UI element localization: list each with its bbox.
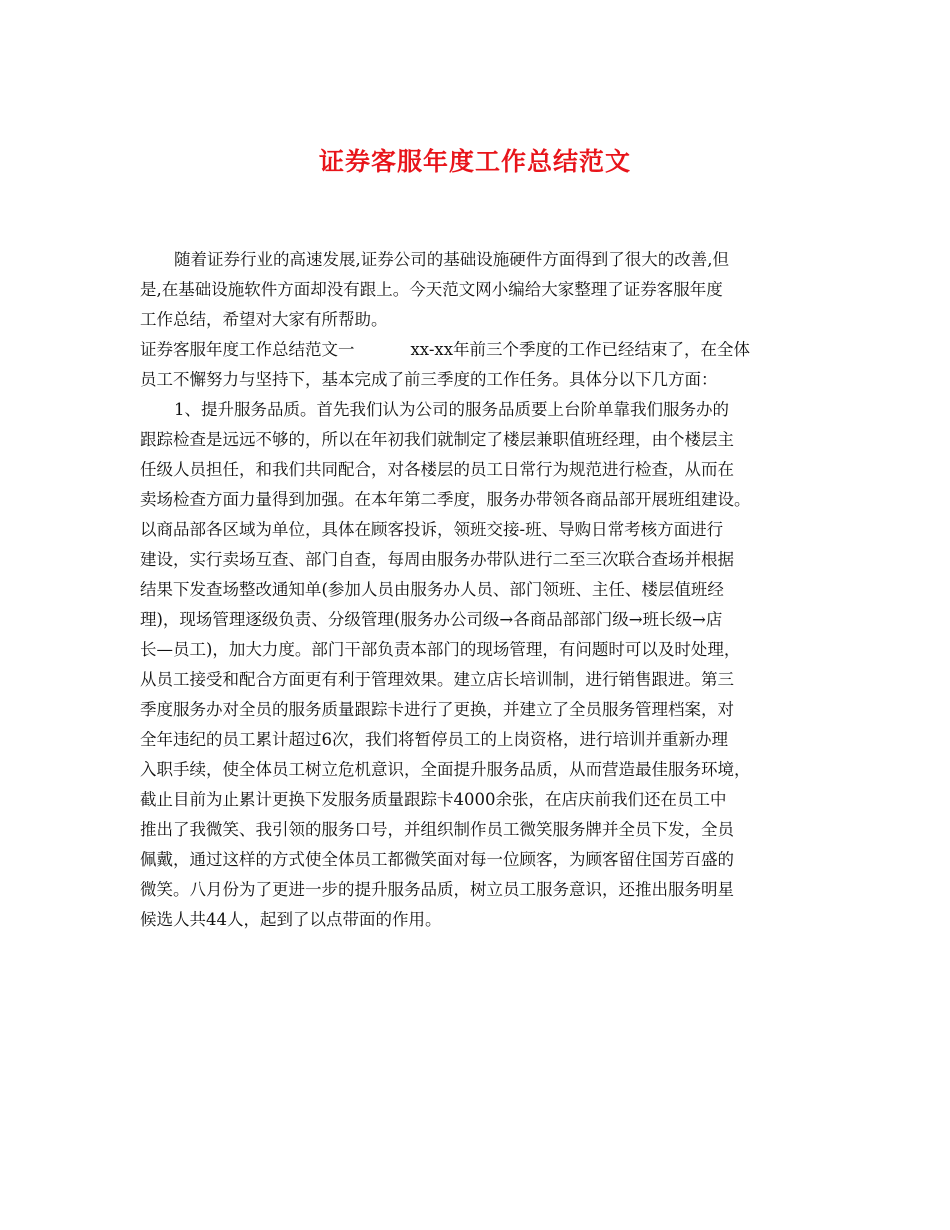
paragraph-line: 截止目前为止累计更换下发服务质量跟踪卡4000余张，在店庆前我们还在员工中 [140,790,727,809]
section-heading-line [140,335,830,365]
section-heading: 证券客服年度工作总结范文一 [140,340,355,359]
paragraph-line: 推出了我微笑、我引领的服务口号，并组织制作员工微笑服务牌并全员下发，全员 [140,820,734,839]
paragraph-line: 以商品部各区域为单位，具体在顾客投诉，领班交接-班、导购日常考核方面进行 [140,520,724,539]
paragraph-line: 卖场检查方面力量得到加强。在本年第二季度，服务办带领各商品部开展班组建设。 [140,490,751,509]
paragraph-line: 候选人共44人，起到了以点带面的作用。 [140,910,442,929]
paragraph-line: 佩戴，通过这样的方式使全体员工都微笑面对每一位顾客，为顾客留住国芳百盛的 [140,850,734,869]
paragraph-line: 任级人员担任，和我们共同配合，对各楼层的员工日常行为规范进行检查，从而在 [140,460,734,479]
paragraph-line: 员工不懈努力与坚持下，基本完成了前三季度的工作任务。具体分以下几方面： [140,370,718,389]
paragraph-line: 是,在基础设施软件方面却没有跟上。今天范文网小编给大家整理了证券客服年度 [140,280,723,299]
document-body [140,245,830,935]
paragraph-line: 季度服务办对全员的服务质量跟踪卡进行了更换，并建立了全员服务管理档案，对 [140,700,734,719]
paragraph-line: 长—员工)，加大力度。部门干部负责本部门的现场管理，有问题时可以及时处理， [140,640,741,659]
paragraph-line: 结果下发查场整改通知单(参加人员由服务办人员、部门领班、主任、楼层值班经 [140,580,724,599]
paragraph-line: 1、提升服务品质。首先我们认为公司的服务品质要上台阶单靠我们服务办的 [174,400,729,419]
paragraph-line: 工作总结，希望对大家有所帮助。 [140,310,388,329]
paragraph-line: 理)，现场管理逐级负责、分级管理(服务办公司级→各商品部部门级→班长级→店 [140,610,723,629]
paragraph-line: 建设，实行卖场互查、部门自查，每周由服务办带队进行二至三次联合查场并根据 [140,550,734,569]
paragraph-line: 全年违纪的员工累计超过6次，我们将暂停员工的上岗资格，进行培训并重新办理 [140,730,728,749]
paragraph-line: 入职手续，使全体员工树立危机意识，全面提升服务品质，从而营造最佳服务环境， [140,760,751,779]
paragraph-line: 随着证券行业的高速发展,证券公司的基础设施硬件方面得到了很大的改善,但 [174,250,729,269]
paragraph-line: 从员工接受和配合方面更有利于管理效果。建立店长培训制，进行销售跟进。第三 [140,670,734,689]
paragraph-line: xx-xx年前三个季度的工作已经结束了，在全体 [410,340,751,359]
paragraph-line: 微笑。八月份为了更进一步的提升服务品质，树立员工服务意识，还推出服务明星 [140,880,734,899]
paragraph-line: 跟踪检查是远远不够的，所以在年初我们就制定了楼层兼职值班经理，由个楼层主 [140,430,734,449]
document-title: 证券客服年度工作总结范文 [318,147,631,176]
